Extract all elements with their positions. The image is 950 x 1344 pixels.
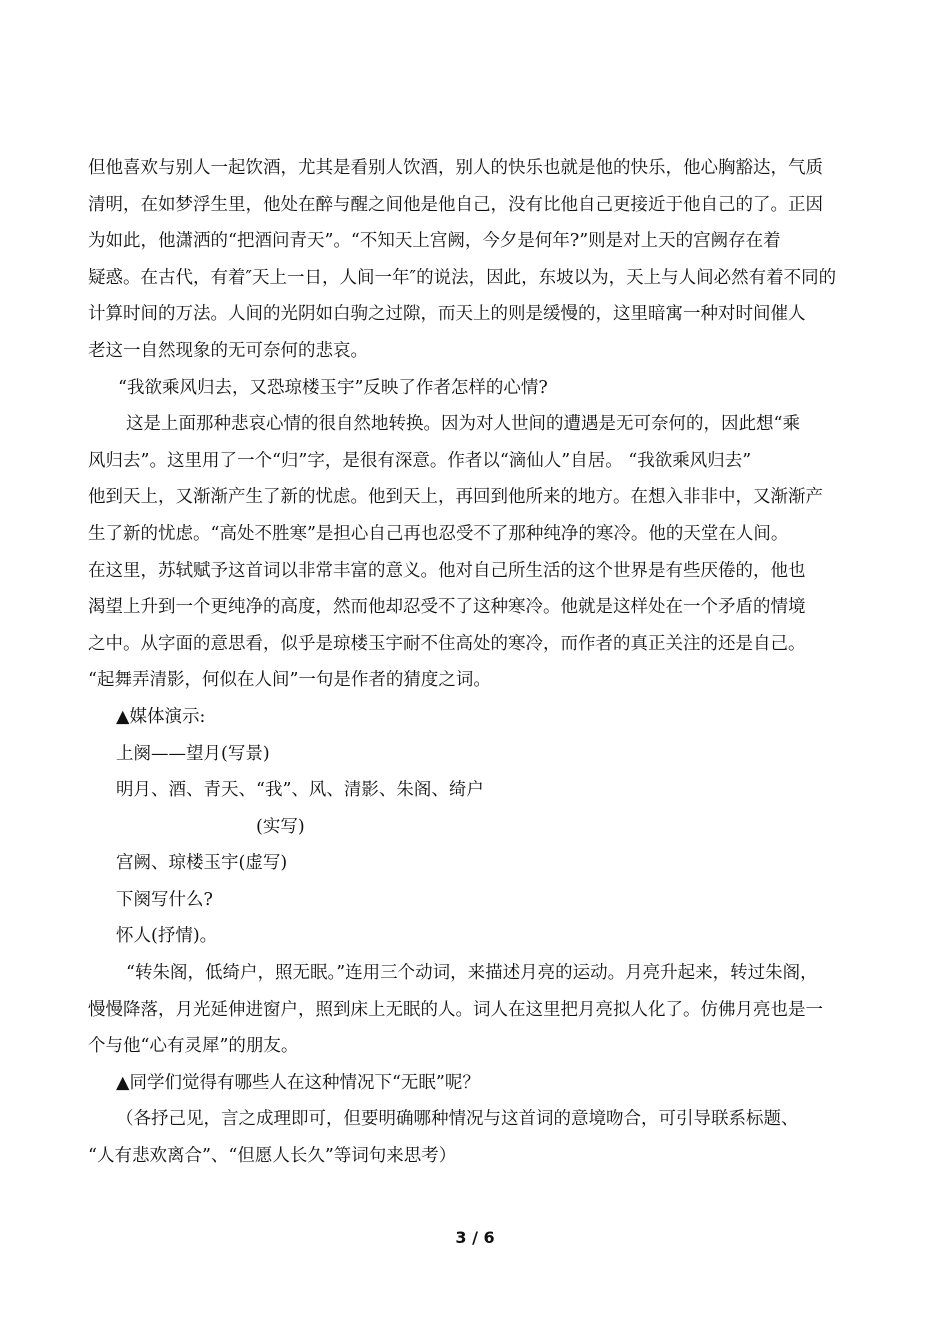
text-line: 清明，在如梦浮生里，他处在醉与醒之间他是他自己，没有比他自己更接近于他自己的了。正因 [88,194,823,215]
text-line: 渴望上升到一个更纯净的高度，然而他却忍受不了这种寒冷。他就是这样处在一个矛盾的情境 [88,597,806,618]
text-line: 怀人(抒情)。 [116,926,218,947]
text-line: 上阕——望月(写景) [116,743,270,764]
page-number: 3 / 6 [455,1228,495,1247]
text-line: 疑惑。在古代，有着″天上一日，人间一年″的说法，因此，东坡以为，天上与人间必然有着不同的 [88,267,837,288]
text-line: 但他喜欢与别人一起饮酒，尤其是看别人饮酒，别人的快乐也就是他的快乐，他心胸豁达，气质 [88,158,823,178]
text-line: 计算时间的万法。人间的光阴如白驹之过隙，而天上的则是缓慢的，这里暗寓一种对时间催人 [88,304,806,325]
text-line: 在这里，苏轼赋予这首词以非常丰富的意义。他对自己所生活的这个世界是有些厌倦的，他也 [88,560,806,581]
text-line: （各抒己见，言之成理即可，但要明确哪种情况与这首词的意境吻合，可引导联系标题、 [116,1109,799,1130]
text-line: 这是上面那种悲哀心情的很自然地转换。因为对人世间的遭遇是无可奈何的，因此想“乘 [126,414,800,435]
text-line: 明月、酒、青天、“我”、风、清影、朱阁、绮户 [116,780,484,801]
text-line: 之中。从字面的意思看，似乎是琼楼玉宇耐不住高处的寒冷，而作者的真正关注的还是自己。 [88,633,806,654]
text-line: 生了新的忧虑。“高处不胜寒”是担心自己再也忍受不了那种纯净的寒冷。他的天堂在人间。 [88,523,789,544]
question-line: ▲同学们觉得有哪些人在这种情况下“无眠”呢？ [116,1072,480,1093]
media-heading: ▲媒体演示: [116,706,206,727]
text-line: (实写) [256,816,305,837]
text-line: “人有悲欢离合”、“但愿人长久”等词句来思考） [88,1146,457,1167]
text-line: “转朱阁，低绮户，照无眠。”连用三个动词，来描述月亮的运动。月亮升起来，转过朱阁， [126,963,818,984]
text-line: 他到天上，又渐渐产生了新的忧虑。他到天上，再回到他所来的地方。在想入非非中，又渐渐产 [88,487,823,508]
text-line: 下阕写什么? [116,889,213,910]
text-line: 宫阙、琼楼玉宇(虚写) [116,853,288,874]
text-line: 慢慢降落，月光延伸进窗户，照到床上无眠的人。词人在这里把月亮拟人化了。仿佛月亮也是一 [88,999,823,1020]
text-line: 风归去”。这里用了一个“归”字，是很有深意。作者以“滴仙人”自居。 “我欲乘风归去” [88,450,752,471]
text-line: 个与他“心有灵犀”的朋友。 [88,1036,299,1057]
text-line: 为如此，他潇洒的“把酒问青天”。“不知天上宫阙，今夕是何年?”则是对上天的宫阙存在着 [88,231,781,252]
text-line: “起舞弄清影，何似在人间”一句是作者的猜度之词。 [88,670,491,691]
document-body [88,150,864,1175]
question-line: “我欲乘风归去，又恐琼楼玉宇”反映了作者怎样的心情? [118,377,548,398]
text-line: 老这一自然现象的无可奈何的悲哀。 [88,340,368,361]
